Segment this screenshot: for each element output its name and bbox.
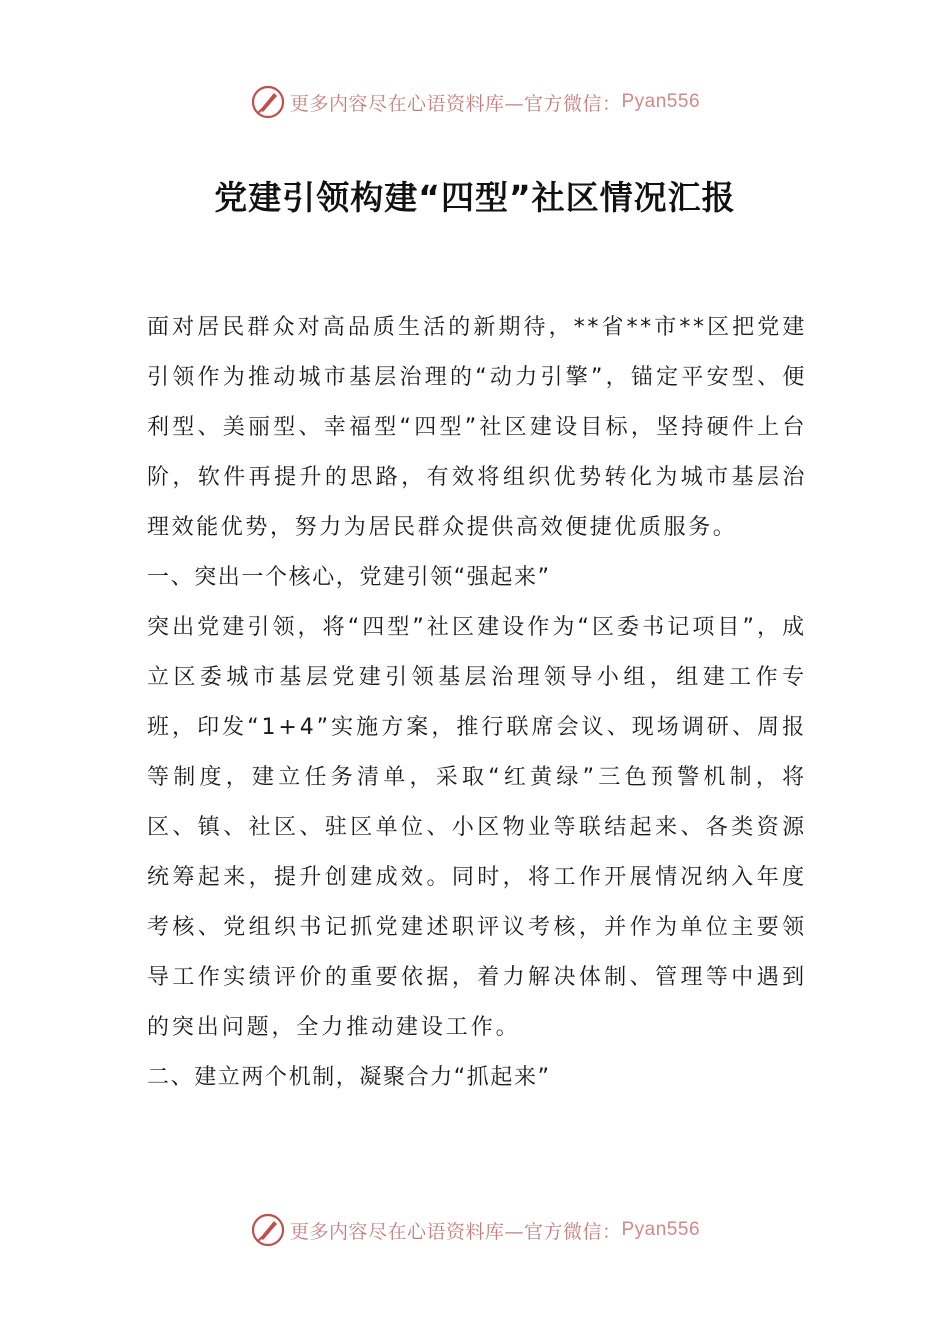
quill-pen-logo-icon (250, 1212, 286, 1248)
header-watermark (0, 82, 950, 122)
watermark-text: 更多内容尽在心语资料库—官方微信： (289, 1220, 622, 1243)
quill-pen-logo-icon (250, 84, 286, 120)
paragraph-section-1: 突出党建引领，将“四型”社区建设作为“区委书记项目”，成立区委城市基层党建引领基层治理领导小组，组建工作专班，印发“1+4”实施方案，推行联席会议、现场调研、周报等制度，建立任务清单，采取“红黄绿”三色预警机制，将区、镇、社区、驻区单位、小区物业等联结起来、各类资源统筹起来，提升创建成效。同时，将工作开展情况纳入年度考核、党组织书记抓党建述职评议考核，并作为单位主要领导工作实绩评价的重要依据，着力解决体制、管理等中遇到的突出问题，全力推动建设工作。 (147, 615, 807, 1040)
document-body (147, 303, 807, 1103)
paragraph-intro: 面对居民群众对高品质生活的新期待，**省**市**区把党建引领作为推动城市基层治理的“动力引擎”，锚定平安型、便利型、美丽型、幸福型“四型”社区建设目标，坚持硬件上台阶，软件再提升的思路，有效将组织优势转化为城市基层治理效能优势，努力为居民群众提供高效便捷优质服务。 (147, 315, 807, 540)
watermark-wechat-id: Pyan556 (621, 91, 701, 112)
watermark-text: 更多内容尽在心语资料库—官方微信： (289, 92, 622, 115)
section-heading-2: 二、建立两个机制，凝聚合力“抓起来” (147, 1065, 551, 1090)
watermark-wechat-id: Pyan556 (621, 1219, 701, 1240)
section-heading-1: 一、突出一个核心，党建引领“强起来” (147, 565, 551, 590)
footer-watermark (0, 1210, 950, 1250)
document-title: 党建引领构建“四型”社区情况汇报 (214, 178, 736, 217)
